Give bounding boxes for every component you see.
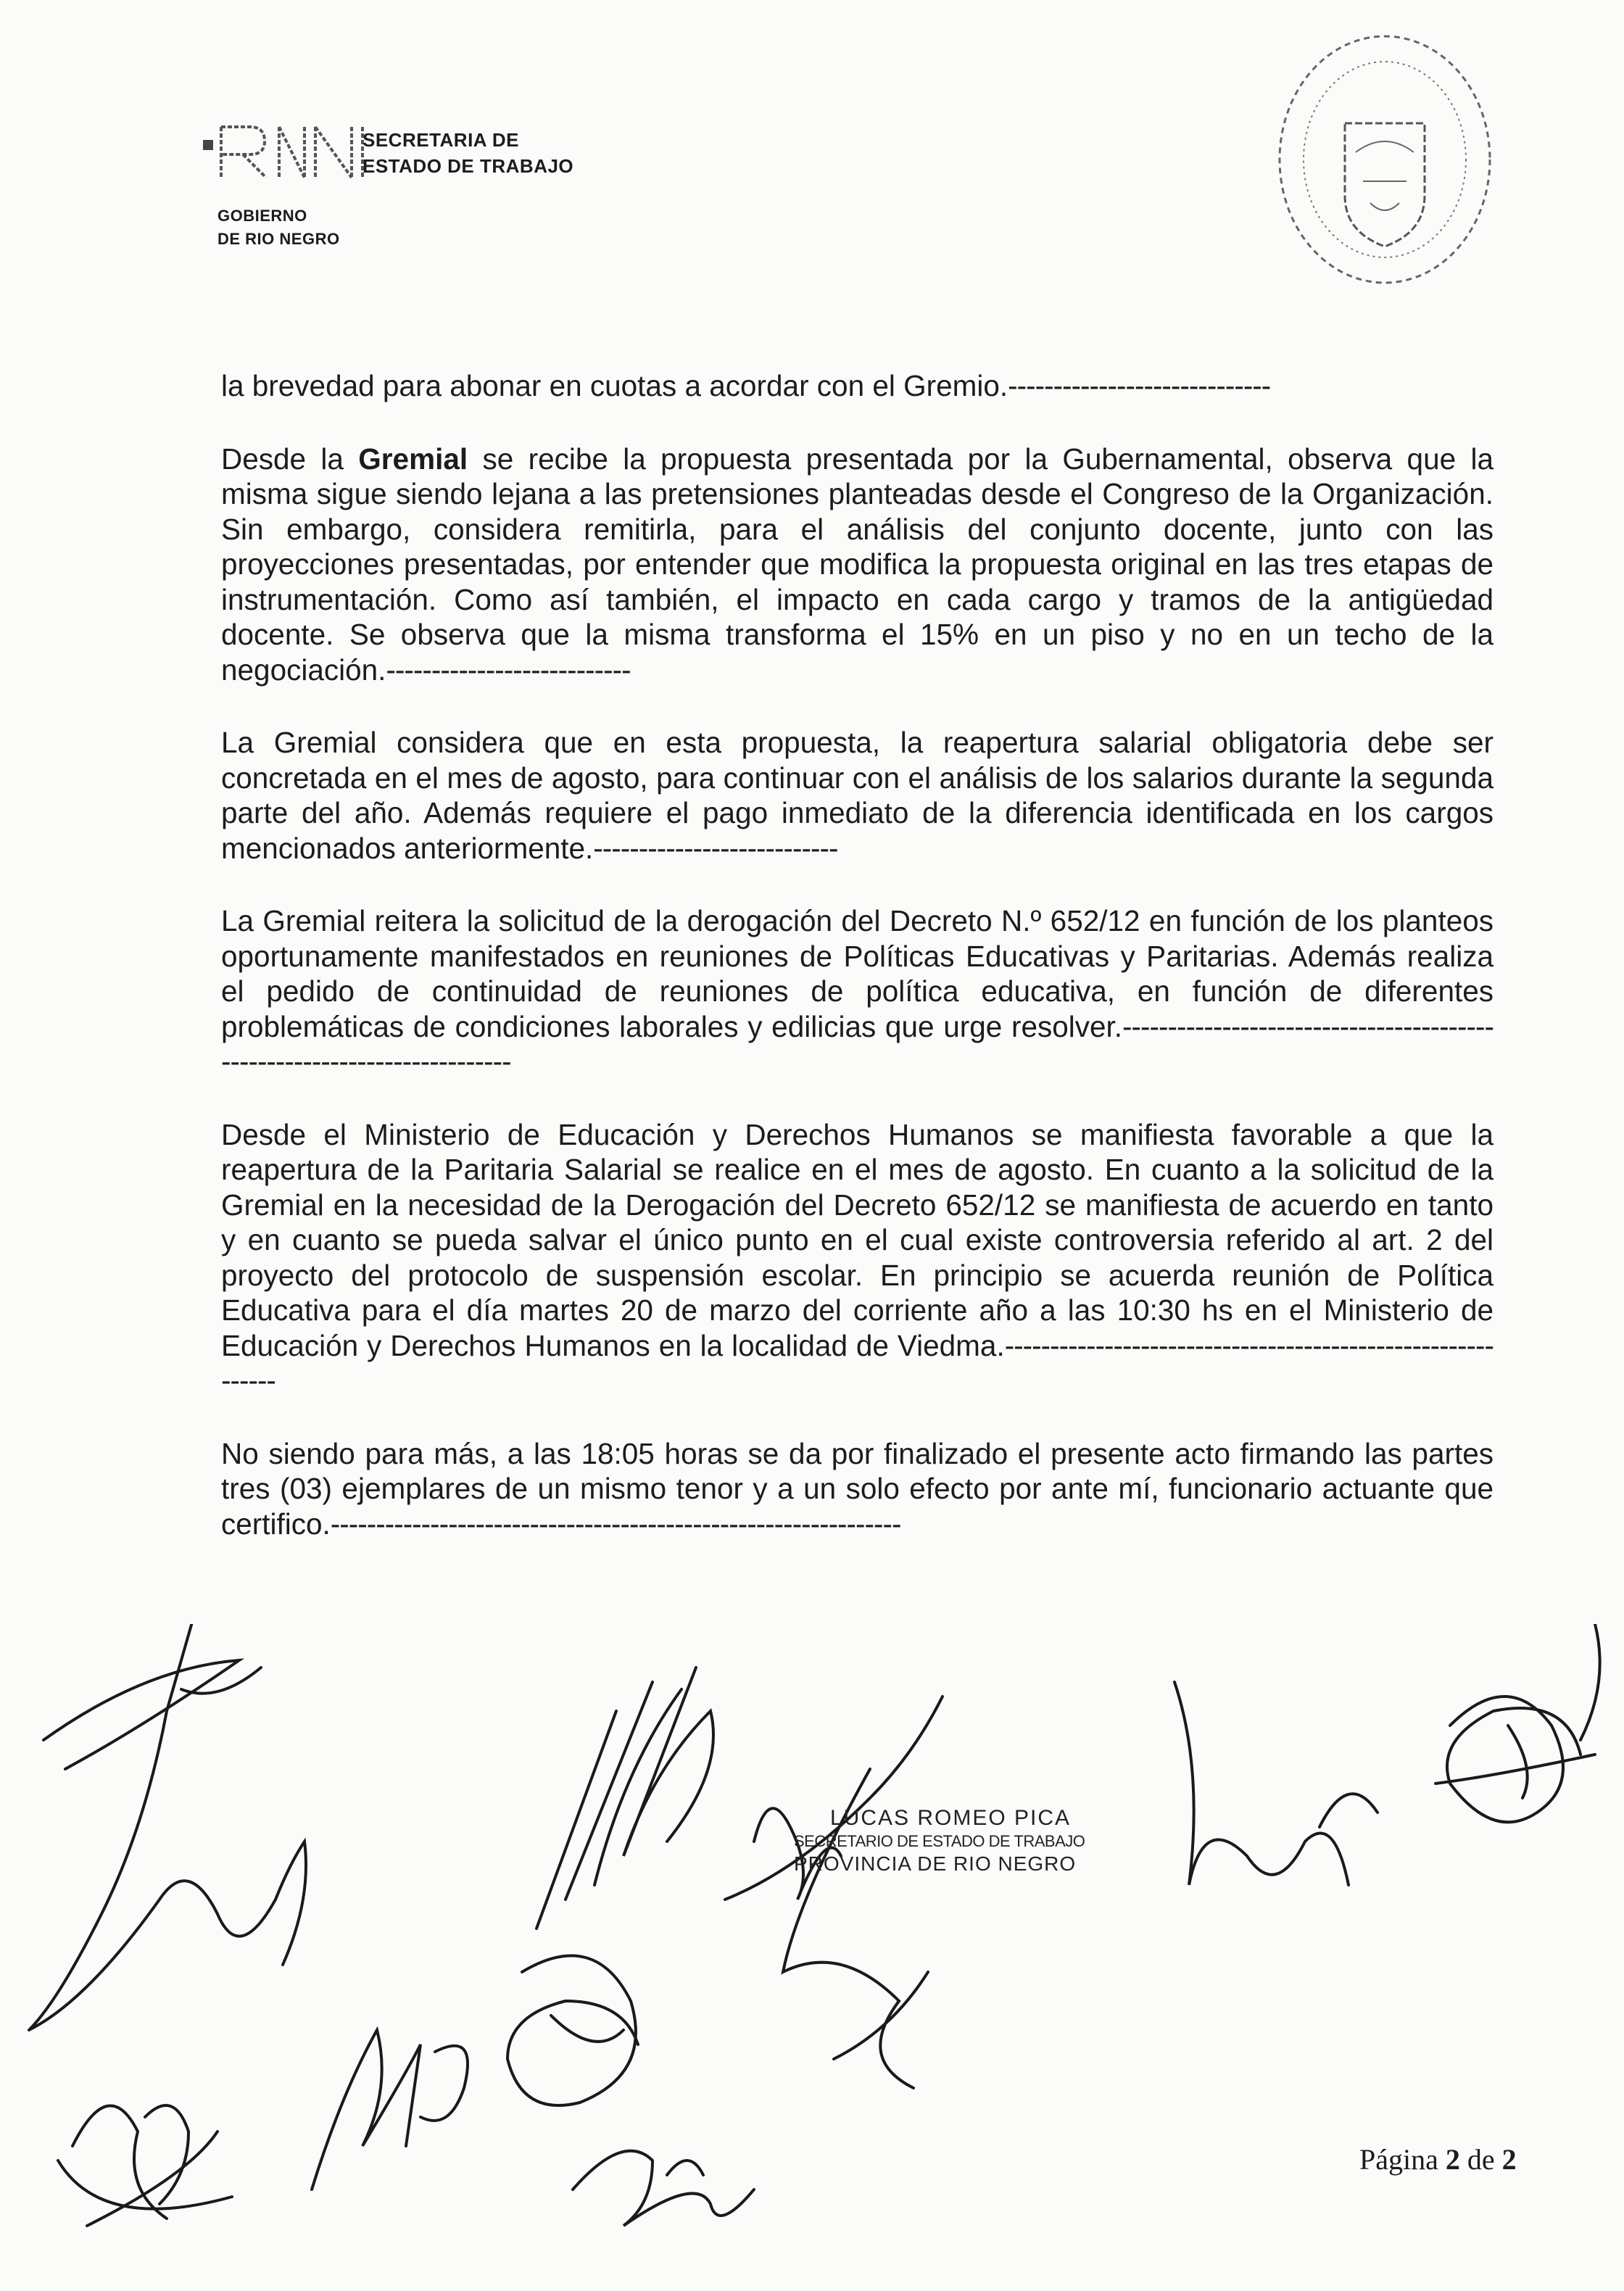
gobierno-line-1: GOBIERNO [218, 207, 307, 225]
paragraph-4 [221, 903, 1494, 1080]
signature-1-icon [29, 1624, 306, 2030]
secretaria-title [362, 127, 573, 179]
signature-5-icon [508, 1956, 754, 2226]
paragraph-2-bold: Gremial [358, 442, 468, 476]
paragraph-1 [221, 368, 1494, 404]
rio-negro-logo [199, 120, 373, 185]
paragraph-4-text: La Gremial reitera la solicitud de la derogación del Decreto N.º 652/12 en función de los planteos oportunamente manifestados en reuniones de Políticas Educativas y Paritarias. Además realiza el pedido de continuidad de reuniones de política educativa, en función de diferentes problemáticas de condiciones laborales y edilicias que urge resolver. [221, 904, 1494, 1043]
gobierno-line-2: DE RIO NEGRO [218, 230, 340, 248]
official-seal-icon [1262, 14, 1494, 304]
secretaria-line-1: SECRETARIA DE [362, 129, 519, 151]
paragraph-3-dashes: --------------------------- [593, 831, 838, 865]
page-sep: de [1467, 2143, 1495, 2176]
paragraph-3-text: La Gremial considera que en esta propuesta, la reapertura salarial obligatoria debe ser concretada en el mes de agosto, para continuar con el análisis de los salarios durante la segunda parte del año. Además requiere el pago inmediato de la diferencia identificada en los cargos mencionados anteriormente. [221, 726, 1494, 865]
paragraph-2-text: se recibe la propuesta presentada por la Gubernamental, observa que la misma sigue siendo lejana a las pretensiones planteadas desde el Congreso de la Organización. Sin embargo, considera remitirla, para el análisis del conjunto docente, junto con las proyecciones presentadas, por entender que modifica la propuesta original en las tres etapas de instrumentación. Como así también, el impacto en cada cargo y tramos de la antigüedad docente. Se observa que la misma transforma el 15% en un piso y no en un techo de la negociación. [221, 442, 1494, 687]
official-stamp [750, 1805, 1127, 1876]
paragraph-5-dashes: ------------------------------------------------------------ [221, 1328, 1494, 1397]
paragraph-6 [221, 1436, 1494, 1542]
secretaria-line-2: ESTADO DE TRABAJO [362, 155, 574, 177]
signature-9-icon [1436, 1624, 1600, 1822]
total-pages: 2 [1501, 2143, 1517, 2176]
current-page: 2 [1445, 2143, 1460, 2176]
paragraph-1-dashes: ----------------------------- [1008, 369, 1271, 402]
page-number [1359, 2142, 1517, 2176]
signature-8-icon [1174, 1682, 1378, 1885]
paragraph-2 [221, 442, 1494, 688]
page-label: Página [1359, 2143, 1438, 2176]
paragraph-2-pre: Desde la [221, 442, 359, 476]
stamp-province: PROVINCIA DE RIO NEGRO [794, 1852, 1077, 1875]
paragraph-6-dashes: --------------------------------------------------------------- [330, 1507, 901, 1541]
gobierno-title [218, 204, 340, 251]
paragraph-5 [221, 1117, 1494, 1399]
stamp-title: SECRETARIO DE ESTADO DE TRABAJO [794, 1832, 1085, 1850]
paragraph-2-dashes: --------------------------- [386, 652, 631, 687]
signature-2-icon [58, 2105, 232, 2226]
document-body [221, 368, 1494, 1579]
paragraph-4-dashes: ------------------------------------------------------------------------- [221, 1009, 1494, 1078]
stamp-name: LUCAS ROMEO PICA [830, 1806, 1072, 1830]
paragraph-5-text: Desde el Ministerio de Educación y Derechos Humanos se manifiesta favorable a que la reapertura de la Paritaria Salarial se realice en el mes de agosto. En cuanto a la solicitud de la Gremial en la necesidad de la Derogación del Decreto 652/12 se manifiesta de acuerdo en tanto y en cuanto se pueda salvar el único punto en el cual existe controversia referido al art. 2 del proyecto del protocolo de suspensión escolar. En principio se acuerda reunión de Política Educativa para el día martes 20 de marzo del corriente año a las 10:30 hs en el Ministerio de Educación y Derechos Humanos en la localidad de Viedma. [221, 1117, 1494, 1362]
paragraph-6-text: No siendo para más, a las 18:05 horas se da por finalizado el presente acto firmando las partes tres (03) ejemplares de un mismo tenor y a un solo efecto por ante mí, funcionario actuante que certifico. [221, 1436, 1494, 1541]
paragraph-1-text: la brevedad para abonar en cuotas a acordar con el Gremio. [221, 369, 1008, 402]
paragraph-3 [221, 725, 1494, 866]
signature-3-icon [312, 2030, 468, 2190]
signature-4-icon [536, 1668, 713, 1928]
